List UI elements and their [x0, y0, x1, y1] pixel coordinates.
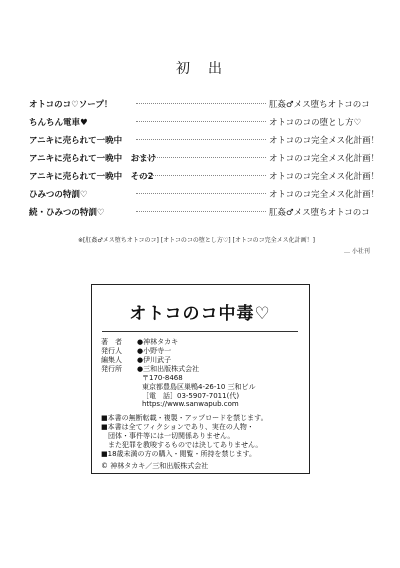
source-row	[0, 112, 400, 132]
sources-note: ※[肛姦♂メス堕ちオトコのコ] [オトコのコの堕とし方♡] [オトコのコ完全メス化計画！]	[78, 237, 315, 244]
notice-line: ■本書の無断転載・複製・アップロードを禁じます。	[101, 414, 268, 422]
source-title: オトコのコ完全メス化計画！	[269, 190, 380, 200]
source-row	[0, 166, 400, 186]
source-title: オトコのコ完全メス化計画！	[269, 136, 380, 146]
source-row	[0, 148, 400, 168]
meta-value: ●三和出版株式会社	[137, 365, 200, 373]
postal-code: 〒170-8468	[142, 374, 183, 382]
meta-key: 発行所	[101, 365, 122, 373]
source-row	[0, 184, 400, 204]
leader-dots	[136, 103, 266, 104]
story-title: アニキに売られて一晩中	[29, 136, 123, 146]
leader-dots	[136, 121, 266, 122]
meta-value: ●神林タカキ	[137, 338, 179, 346]
publisher-note: … 小社刊	[344, 248, 370, 255]
story-title: ひみつの特訓♡	[29, 190, 88, 200]
colophon-box	[91, 284, 310, 474]
notice-line: ■本書は全てフィクションであり、実在の人物・	[101, 423, 254, 431]
leader-dots	[136, 211, 266, 212]
leader-dots	[136, 157, 266, 158]
source-title: 肛姦♂メス堕ちオトコのコ	[269, 100, 370, 110]
source-title: 肛姦♂メス堕ちオトコのコ	[269, 208, 370, 218]
leader-dots	[136, 139, 266, 140]
website: https://www.sanwapub.com	[142, 400, 239, 408]
book-title: オトコのコ中毒♡	[129, 304, 271, 324]
story-title: アニキに売られて一晩中 おまけ	[29, 154, 157, 164]
meta-value: ●伊川武子	[137, 356, 172, 364]
notice-line: また犯罪を教唆するものでは決してありません。	[101, 441, 263, 449]
notice-line: ■18歳未満の方の購入・閲覧・所持を禁じます。	[101, 450, 256, 458]
source-row	[0, 94, 400, 114]
meta-key: 発行人	[101, 347, 122, 355]
title-rule	[102, 331, 298, 332]
leader-dots	[136, 193, 266, 194]
page-heading: 初 出	[176, 61, 224, 77]
source-row	[0, 130, 400, 150]
meta-key: 編集人	[101, 356, 122, 364]
source-title: オトコのコ完全メス化計画！	[269, 172, 380, 182]
source-title: オトコのコ完全メス化計画！	[269, 154, 380, 164]
source-row	[0, 202, 400, 222]
phone: ［電 話］03-5907-7011(代)	[142, 392, 240, 400]
leader-dots	[136, 175, 266, 176]
meta-value: ●小野寺一	[137, 347, 172, 355]
story-title: オトコのコ♡ソープ！	[29, 100, 113, 110]
story-title: 続・ひみつの特訓♡	[29, 208, 105, 218]
notice-line: 団体・事件等には一切関係ありません。	[101, 432, 235, 440]
source-title: オトコのコの堕とし方♡	[269, 118, 362, 128]
story-title: ちんちん電車♥	[29, 118, 88, 128]
address: 東京都豊島区巣鴨4-26-10 三和ビル	[142, 383, 256, 391]
meta-key: 著 者	[101, 338, 122, 346]
copyright: © 神林タカキ／三和出版株式会社	[101, 462, 209, 470]
story-title: アニキに売られて一晩中 その2	[29, 172, 154, 182]
